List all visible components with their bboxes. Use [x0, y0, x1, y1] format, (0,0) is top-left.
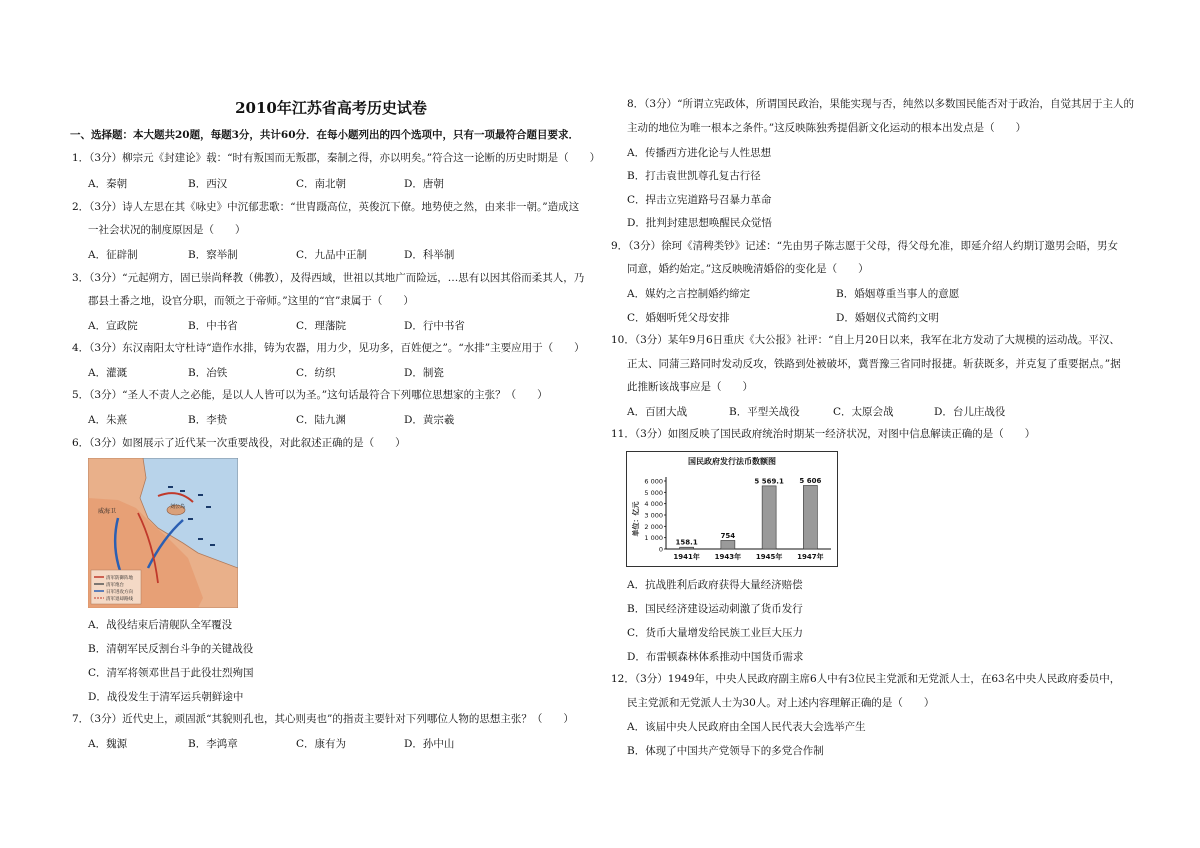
q10-option-c: C．太原会战	[833, 406, 894, 418]
chart-title: 国民政府发行法币数额图	[688, 457, 776, 466]
fabi-issuance-chart	[626, 451, 838, 567]
q4-option-d: D．制瓷	[404, 367, 444, 379]
q6-stem: 6．（3分）如图展示了近代某一次重要战役，对此叙述正确的是（ ）	[72, 437, 406, 449]
map-legend-4: 清军退却路线	[106, 597, 133, 602]
chart-ytick-label: 6 000	[644, 477, 663, 486]
q11-option-c: C．货币大量增发给民族工业巨大压力	[627, 627, 804, 639]
q9-stem-2: 同意，婚约始定。”这反映晚清婚俗的变化是（ ）	[627, 263, 869, 275]
section-heading: 一、选择题：本大题共20题，每题3分，共计60分．在每小题列出的四个选项中，只有一项最符合题目要求．	[70, 129, 580, 141]
q11-stem: 11．（3分）如图反映了国民政府统治时期某一经济状况，对图中信息解读正确的是（ ）	[611, 428, 1036, 440]
q8-option-a: A．传播西方进化论与人性思想	[627, 147, 772, 159]
q1-option-d: D．唐朝	[404, 178, 444, 190]
q10-option-d: D．台儿庄战役	[934, 406, 1006, 418]
chart-ytick-label: 5 000	[644, 488, 663, 497]
q10-option-a: A．百团大战	[627, 406, 688, 418]
chart-data-label: 5 606	[799, 476, 822, 485]
chart-ylabel: 单位：亿元	[632, 501, 640, 537]
q3-option-d: D．行中书省	[404, 320, 465, 332]
q10-stem-3: 此推断该战事应是（ ）	[627, 381, 753, 393]
q4-option-a: A．灌溉	[88, 367, 128, 379]
chart-bar	[680, 547, 694, 549]
chart-bar	[762, 486, 776, 549]
q11-option-d: D．布雷顿森林体系推动中国货币需求	[627, 651, 804, 663]
q10-stem-2: 正太、同蒲三路同时发动反攻，铁路到处被破坏，冀晋豫三省同时报捷。斩获既多，并克复了重要据点。”据	[627, 358, 1121, 370]
chart-category-label: 1947年	[797, 553, 824, 561]
q8-option-b: B．打击袁世凯尊孔复古行径	[627, 170, 761, 182]
map-legend-3: 日军进攻方向	[106, 590, 133, 595]
q3-option-b: B．中书省	[188, 320, 238, 332]
q5-option-c: C．陆九渊	[296, 414, 347, 426]
q7-option-c: C．康有为	[296, 738, 347, 750]
chart-category-label: 1945年	[755, 553, 783, 561]
q5-option-d: D．黄宗羲	[404, 414, 455, 426]
q8-stem-2: 主动的地位为唯一根本之条件。”这反映陈独秀提倡新文化运动的根本出发点是（ ）	[627, 122, 1027, 134]
q12-option-a: A．该届中央人民政府由全国人民代表大会选举产生	[627, 721, 866, 733]
q5-option-a: A．朱熹	[88, 414, 128, 426]
q2-stem: 2．（3分）诗人左思在其《咏史》中沉郁悲歌：“世胄蹑高位，英俊沉下僚。地势使之然，由来非一朝。”造成这	[72, 201, 580, 213]
q12-stem: 12．（3分）1949年，中央人民政府副主席6人中有3位民主党派和无党派人士，在63名中央人民政府委员中，	[611, 673, 1121, 685]
q9-option-c: C．婚姻听凭父母安排	[627, 312, 730, 324]
q10-option-b: B．平型关战役	[729, 406, 800, 418]
page-title: 2010年江苏省高考历史试卷	[235, 99, 427, 117]
q4-stem: 4．（3分）东汉南阳太守杜诗“造作水排，铸为农器，用力少，见功多，百姓便之”。“水排”主要应用于（ ）	[72, 342, 585, 354]
q3-stem: 3．（3分）“元起朔方，固已崇尚释教（佛教），及得西域，世祖以其地广而险远，…思有以因其俗而柔其人，乃	[72, 272, 585, 284]
q9-option-b: B．婚姻尊重当事人的意愿	[836, 288, 960, 300]
q2-stem-2: 一社会状况的制度原因是（ ）	[88, 224, 246, 236]
chart-bar	[803, 485, 817, 549]
q1-option-b: B．西汉	[188, 178, 228, 190]
q12-option-b: B．体现了中国共产党领导下的多党合作制	[627, 745, 824, 757]
q2-option-b: B．察举制	[188, 249, 238, 261]
chart-ytick-label: 0	[658, 545, 663, 554]
map-legend-2: 清军炮台	[106, 583, 124, 588]
q9-option-d: D．婚姻仪式简约文明	[836, 312, 939, 324]
q7-stem: 7．（3分）近代史上，顽固派“其貌则孔也，其心则夷也”的指责主要针对下列哪位人物的思想主张？（ ）	[72, 713, 574, 725]
chart-data-label: 158.1	[675, 538, 698, 547]
q1-option-c: C．南北朝	[296, 178, 347, 190]
q8-option-c: C．捍击立宪道路号召暴力革命	[627, 194, 772, 206]
chart-category-label: 1941年	[673, 553, 700, 561]
q2-option-a: A．征辟制	[88, 249, 138, 261]
q10-stem: 10．（3分）某年9月6日重庆《大公报》社评：“自上月20日以来，我军在北方发动了大规模的运动战。平汉、	[611, 334, 1120, 346]
q5-option-b: B．李贽	[188, 414, 228, 426]
q8-stem: 8．（3分）“所谓立宪政体，所谓国民政治，果能实现与否，纯然以多数国民能否对于政治，自觉其居于主人的	[627, 98, 1134, 110]
q4-option-b: B．冶铁	[188, 367, 228, 379]
q7-option-d: D．孙中山	[404, 738, 455, 750]
map-label-liugongdao: 刘公岛	[170, 504, 186, 510]
q6-option-d: D．战役发生于清军运兵朝鲜途中	[88, 691, 244, 703]
q11-option-a: A．抗战胜利后政府获得大量经济赔偿	[627, 579, 803, 591]
q11-option-b: B．国民经济建设运动刺激了货币发行	[627, 603, 803, 615]
chart-data-label: 754	[720, 531, 736, 540]
q6-option-a: A．战役结束后清舰队全军覆没	[88, 619, 233, 631]
q1-option-a: A．秦朝	[88, 178, 128, 190]
q6-option-c: C．清军将领邓世昌于此役壮烈殉国	[88, 667, 254, 679]
q1-stem: 1．（3分）柳宗元《封建论》载：“时有叛国而无叛郡，秦制之得，亦以明矣。”符合这一论断的历史时期是（ ）	[72, 152, 601, 164]
chart-data-label: 5 569.1	[754, 477, 784, 486]
chart-ytick-label: 2 000	[644, 522, 663, 531]
q7-option-b: B．李鸿章	[188, 738, 238, 750]
q2-option-c: C．九品中正制	[296, 249, 368, 261]
q2-option-d: D．科举制	[404, 249, 455, 261]
chart-category-label: 1943年	[714, 553, 742, 561]
q7-option-a: A．魏源	[88, 738, 128, 750]
q3-option-c: C．理藩院	[296, 320, 347, 332]
map-legend-1: 清军防御阵地	[106, 576, 133, 581]
map-label-weihaiwei: 威海卫	[98, 508, 117, 515]
chart-ytick-label: 1 000	[644, 534, 663, 543]
q12-stem-2: 民主党派和无党派人士为30人。对上述内容理解正确的是（ ）	[627, 697, 935, 709]
chart-ytick-label: 3 000	[644, 511, 663, 520]
q6-option-b: B．清朝军民反割台斗争的关键战役	[88, 643, 254, 655]
chart-ytick-label: 4 000	[644, 500, 663, 509]
q3-option-a: A．宣政院	[88, 320, 138, 332]
q5-stem: 5．（3分）“圣人不责人之必能，是以人人皆可以为圣。”这句话最符合下列哪位思想家的主张？（ ）	[72, 389, 548, 401]
q9-option-a: A．媒妁之言控制婚约缔定	[627, 288, 751, 300]
battle-map-figure	[88, 458, 238, 608]
q4-option-c: C．纺织	[296, 367, 336, 379]
q9-stem: 9．（3分）徐珂《清稗类钞》记述：“先由男子陈志愿于父母，得父母允准，即延介绍人约期订邀男会晤，男女	[611, 240, 1118, 252]
chart-bar	[721, 540, 735, 549]
q8-option-d: D．批判封建思想唤醒民众觉悟	[627, 217, 772, 229]
q3-stem-2: 郡县土番之地，设官分职，而领之于帝师。”这里的“官”隶属于（ ）	[88, 295, 414, 307]
